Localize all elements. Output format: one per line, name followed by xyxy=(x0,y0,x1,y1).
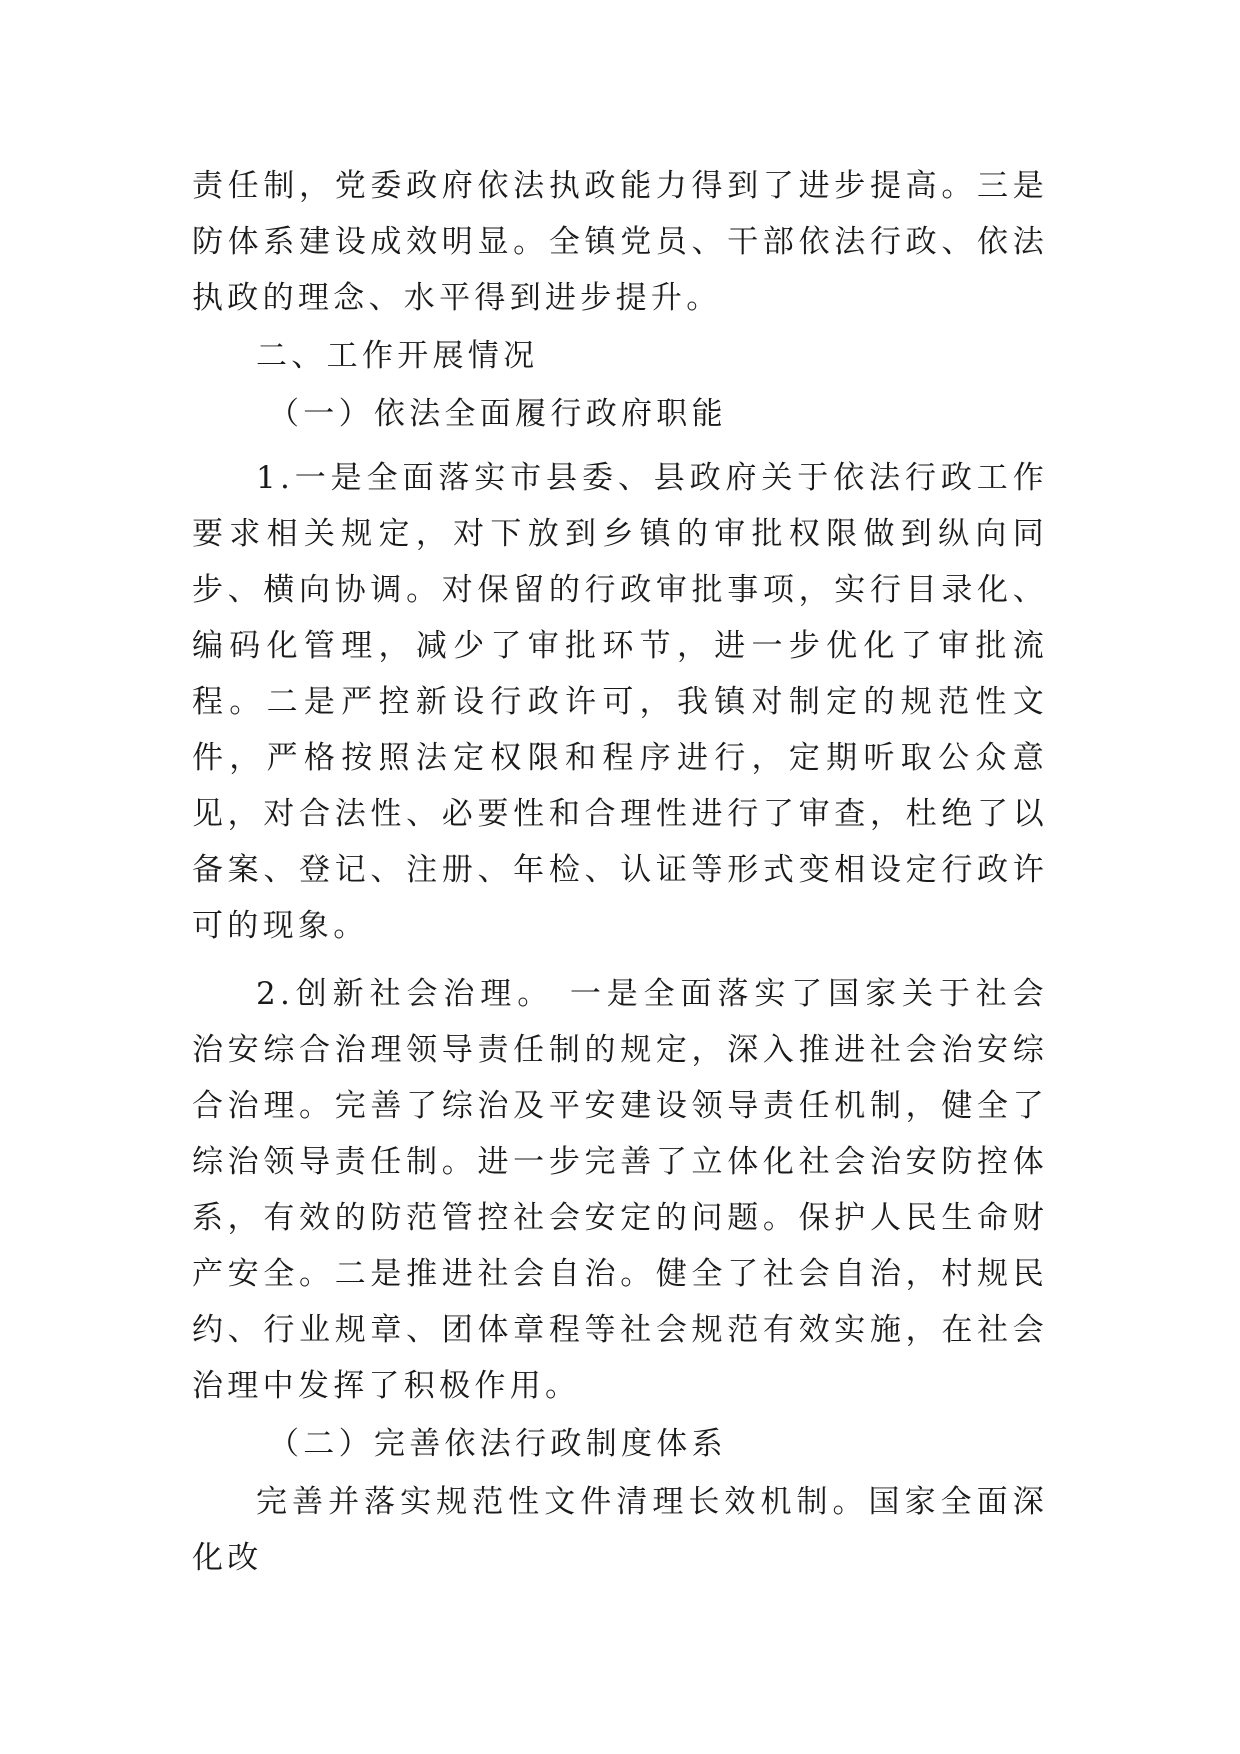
paragraph-administrative-approval: 1.一是全面落实市县委、县政府关于依法行政工作要求相关规定，对下放到乡镇的审批权限做到纵向同步、横向协调。对保留的行政审批事项，实行目录化、编码化管理，减少了审批环节，进一步优化了审批流程。二是严控新设行政许可，我镇对制定的规范性文件，严格按照法定权限和程序进行，定期听取公众意见，对合法性、必要性和合理性进行了审查，杜绝了以备案、登记、注册、年检、认证等形式变相设定行政许可的现象。 xyxy=(192,460,1048,944)
subsection-heading-government-functions: （一）依法全面履行政府职能 xyxy=(268,396,727,432)
section-heading-work-progress: 二、工作开展情况 xyxy=(256,338,539,374)
subsection-heading-administrative-system: （二）完善依法行政制度体系 xyxy=(268,1426,727,1462)
paragraph-responsibility-system: 责任制，党委政府依法执政能力得到了进步提高。三是防体系建设成效明显。全镇党员、干部依法行政、依法执政的理念、水平得到进步提升。 xyxy=(192,168,1048,316)
paragraph-social-governance: 2.创新社会治理。 一是全面落实了国家关于社会治安综合治理领导责任制的规定，深入推进社会治安综合治理。完善了综治及平安建设领导责任机制，健全了综治领导责任制。进一步完善了立体化社会治安防控体系，有效的防范管控社会安定的问题。保护人民生命财产安全。二是推进社会自治。健全了社会自治，村规民约、行业规章、团体章程等社会规范有效实施，在社会治理中发挥了积极作用。 xyxy=(192,976,1048,1404)
paragraph-normative-documents: 完善并落实规范性文件清理长效机制。国家全面深化改 xyxy=(192,1484,1048,1576)
document-body xyxy=(192,158,1048,1586)
